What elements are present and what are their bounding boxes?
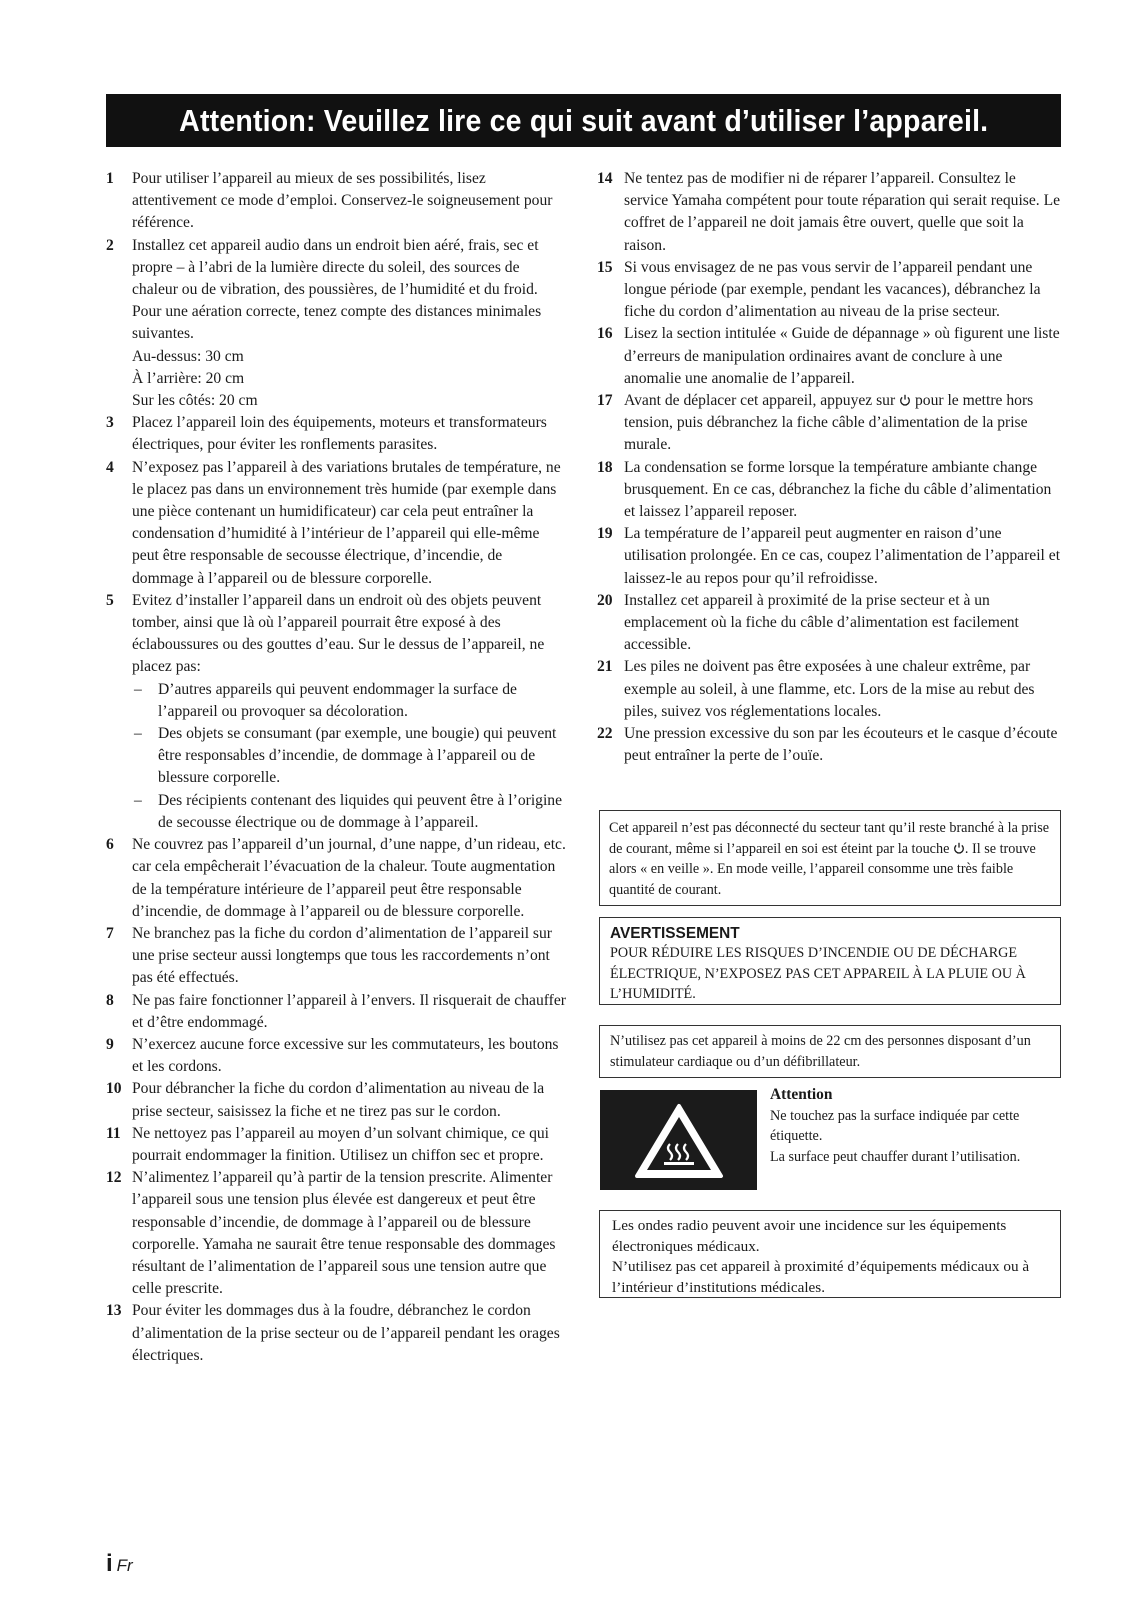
item-number: 4 — [106, 458, 114, 476]
instruction-item-20 — [597, 590, 1061, 657]
item-text: Installez cet appareil à proximité de la prise secteur et à un emplacement où la fiche du câble d’alimentation est facilement accessible. — [624, 591, 1019, 654]
item-number: 6 — [106, 836, 114, 854]
pacemaker-text: N’utilisez pas cet appareil à moins de 22 cm des personnes disposant d’un stimulateur cardiaque ou d’un défibrillateur. — [610, 1033, 1031, 1070]
instruction-item-6 — [106, 834, 566, 923]
item-text: Les piles ne doivent pas être exposées à une chaleur extrême, par exemple au soleil, à une flamme, etc. Lors de la mise au rebut des piles, suivez vos réglementations locales. — [624, 658, 1035, 720]
instruction-item-13 — [106, 1300, 566, 1367]
item-text: Si vous envisagez de ne pas vous servir de l’appareil pendant une longue période (par exemple, pendant les vacances), débranchez la fiche du cordon d’alimentation au niveau de la prise secteur. — [624, 258, 1041, 321]
radio-line-2: N’utilisez pas cet appareil à proximité d’équipements médicaux ou à l’intérieur d’institutions médicales. — [612, 1258, 1030, 1296]
instruction-item-18 — [597, 457, 1061, 524]
instruction-item-7 — [106, 923, 566, 990]
instruction-item-9 — [106, 1034, 566, 1078]
dash-item — [132, 790, 566, 834]
item-number: 10 — [106, 1080, 122, 1098]
item-text: La température de l’appareil peut augmenter en raison d’une utilisation prolongée. En ce cas, coupez l’alimentation de l’appareil et laissez-le au repos pour qu’il refroidisse. — [624, 525, 1061, 587]
item-text: Une pression excessive du son par les écouteurs et le casque d’écoute peut entraîner la perte de l’ouïe. — [624, 725, 1058, 765]
item-number: 9 — [106, 1035, 114, 1053]
item-number: 5 — [106, 591, 114, 609]
dash-item — [132, 679, 566, 723]
item-number: 1 — [106, 170, 114, 187]
item-text: Placez l’appareil loin des équipements, moteurs et transformateurs électriques, pour éviter les ronflements parasites. — [132, 414, 547, 454]
instructions-right-column — [597, 168, 1061, 767]
item-text: Installez cet appareil audio dans un endroit bien aéré, frais, sec et propre – à l’abri de la lumière directe du soleil, des sources de chaleur ou de vibration, des poussières, de l’humidité et du froid. Pour une aération correcte, tenez compte des distances minimales suivantes. — [132, 236, 542, 343]
instruction-item-4 — [106, 457, 566, 590]
warning-heading: AVERTISSEMENT — [610, 925, 740, 942]
hot-surface-notice — [770, 1085, 1065, 1167]
instruction-item-14 — [597, 168, 1061, 257]
item-number: 19 — [597, 525, 613, 543]
instruction-item-19 — [597, 523, 1061, 590]
language-code: Fr — [116, 1556, 133, 1575]
item-number: 15 — [597, 258, 613, 276]
clearance-sides: Sur les côtés: 20 cm — [132, 392, 258, 410]
item-number: 2 — [106, 236, 114, 254]
power-icon — [953, 842, 965, 854]
item-text: Ne couvrez pas l’appareil d’un journal, d’une nappe, d’un rideau, etc. car cela empêcherait l’évacuation de la chaleur. Toute augmentation de la température intérieure de l’appareil peut être responsable d’incendie, de dommage à l’appareil ou de blessure corporelle. — [132, 836, 566, 920]
item-number: 17 — [597, 392, 613, 410]
item-text: N’exercez aucune force excessive sur les commutateurs, les boutons et les cordons. — [132, 1035, 559, 1076]
instructions-left-column — [106, 168, 566, 1367]
item-text: N’exposez pas l’appareil à des variations brutales de température, ne le placez pas dans un environnement très humide (par exemple dans une pièce contenant un humidificateur) car cela peut entraîner la condensation d’humidité à l’intérieur de l’appareil qui elle-même peut être responsable de secousse électrique, d’incendie, de dommage à l’appareil ou de blessure corporelle. — [132, 458, 561, 587]
item-number: 20 — [597, 591, 613, 609]
radio-line-1: Les ondes radio peuvent avoir une incidence sur les équipements électroniques médicaux. — [612, 1217, 1007, 1255]
hot-surface-line-2: La surface peut chauffer durant l’utilisation. — [770, 1148, 1021, 1165]
hot-surface-label — [600, 1090, 757, 1190]
warning-text: POUR RÉDUIRE LES RISQUES D’INCENDIE OU DE DÉCHARGE ÉLECTRIQUE, N’EXPOSEZ PAS CET APPAREIL À LA PLUIE OU À L’HUMIDITÉ. — [610, 945, 1026, 1003]
item-number: 11 — [106, 1124, 121, 1142]
instruction-item-11 — [106, 1123, 566, 1167]
dash-text: Des récipients contenant des liquides qui peuvent être à l’origine de secousse électrique ou de dommage à l’appareil. — [158, 791, 563, 831]
item-text: Pour éviter les dommages dus à la foudre, débranchez le cordon d’alimentation de la prise secteur ou de l’appareil pendant les orages électriques. — [132, 1302, 560, 1364]
item-number: 21 — [597, 658, 613, 676]
item-text: Lisez la section intitulée « Guide de dépannage » où figurent une liste d’erreurs de manipulation ordinaires avant de conclure à une anomalie une anomalie de l’appareil. — [624, 325, 1060, 387]
item-number: 8 — [106, 991, 114, 1009]
instruction-item-12 — [106, 1167, 566, 1300]
hot-surface-line-1: Ne touchez pas la surface indiquée par cette étiquette. — [770, 1107, 1020, 1145]
item-text: La condensation se forme lorsque la température ambiante change brusquement. En ce cas, débranchez la fiche du câble d’alimentation et laissez l’appareil reposer. — [624, 458, 1052, 521]
page-title: Attention: Veuillez lire ce qui suit avant d’utiliser l’appareil. — [178, 102, 989, 138]
clearance-top: Au-dessus: 30 cm — [132, 347, 244, 365]
instruction-item-15 — [597, 257, 1061, 324]
item-text: N’alimentez l’appareil qu’à partir de la tension prescrite. Alimenter l’appareil sous une tension plus élevée est dangereux et peut être responsable d’incendie, de dommage à l’appareil ou de blessure corporelle. Yamaha ne saurait être tenue responsable des dommages résultant de l’alimentation de l’appareil sous une tension autre que celle prescrite. — [132, 1169, 556, 1298]
hot-surface-warning-icon — [631, 1100, 727, 1180]
item-number: 13 — [106, 1302, 122, 1320]
dash-mark: – — [134, 680, 142, 698]
item-number: 16 — [597, 325, 613, 343]
item-text: Pour utiliser l’appareil au mieux de ses possibilités, lisez attentivement ce mode d’emploi. Conservez-le soigneusement pour référence. — [132, 170, 553, 232]
instruction-item-8 — [106, 990, 566, 1034]
item-text-after: pour le mettre hors tension, puis débranchez la fiche câble d’alimentation de la prise murale. — [624, 392, 1034, 454]
hot-surface-title: Attention — [770, 1086, 833, 1103]
dash-mark: – — [134, 791, 142, 809]
instruction-item-17 — [597, 390, 1061, 457]
item-text: Ne tentez pas de modifier ni de réparer l’appareil. Consultez le service Yamaha compétent pour toute réparation qui serait requise. Le coffret de l’appareil ne doit jamais être ouvert, quelle que soit la raison. — [624, 170, 1061, 254]
item-number: 22 — [597, 725, 613, 743]
instruction-item-1 — [106, 168, 566, 235]
item-number: 14 — [597, 170, 613, 187]
warning-box — [599, 917, 1061, 1005]
instruction-item-22 — [597, 723, 1061, 767]
radio-waves-notice-box — [599, 1210, 1061, 1298]
standby-notice-box — [599, 810, 1061, 906]
item-text-before: Avant de déplacer cet appareil, appuyez sur — [624, 392, 896, 410]
page-number: i — [106, 1550, 113, 1577]
power-icon — [899, 394, 911, 406]
instruction-item-2 — [106, 235, 566, 413]
dash-text: Des objets se consumant (par exemple, une bougie) qui peuvent être responsables d’incendie, de dommage à l’appareil ou de blessure corporelle. — [158, 725, 557, 787]
page-footer — [106, 1550, 133, 1578]
item-text: Ne branchez pas la fiche du cordon d’alimentation de l’appareil sur une prise secteur aussi longtemps que tous les raccordements n’ont pas été effectués. — [132, 924, 552, 987]
item-text: Pour débrancher la fiche du cordon d’alimentation au niveau de la prise secteur, saisissez la fiche et ne tirez pas sur le cordon. — [132, 1080, 545, 1120]
pacemaker-notice-box — [599, 1025, 1061, 1078]
item-number: 7 — [106, 924, 114, 942]
page-title-banner — [106, 94, 1061, 147]
dash-text: D’autres appareils qui peuvent endommager la surface de l’appareil ou provoquer sa décoloration. — [158, 680, 517, 720]
standby-text-after: . Il se trouve alors « en veille ». En mode veille, l’appareil consomme une très faible quantité de courant. — [609, 840, 1036, 898]
instruction-item-3 — [106, 412, 566, 456]
item-number: 12 — [106, 1169, 122, 1187]
item-text: Evitez d’installer l’appareil dans un endroit où des objets peuvent tomber, ainsi que là où l’appareil pourrait être exposé à des éclaboussures ou des gouttes d’eau. Sur le dessus de l’appareil, ne placez pas: — [132, 591, 545, 676]
item-text: Ne nettoyez pas l’appareil au moyen d’un solvant chimique, ce qui pourrait endommager la finition. Utilisez un chiffon sec et propre. — [132, 1124, 549, 1164]
clearance-back: À l’arrière: 20 cm — [132, 369, 245, 387]
instruction-item-10 — [106, 1078, 566, 1122]
dash-mark: – — [134, 725, 142, 743]
standby-text-before: Cet appareil n’est pas déconnecté du secteur tant qu’il reste branché à la prise de courant, même si l’appareil en soi est éteint par la touche — [609, 820, 1050, 857]
instruction-item-21 — [597, 656, 1061, 723]
item-text: Ne pas faire fonctionner l’appareil à l’envers. Il risquerait de chauffer et d’être endommagé. — [132, 991, 566, 1031]
dash-item — [132, 723, 566, 790]
instruction-item-5 — [106, 590, 566, 834]
item-number: 3 — [106, 414, 114, 432]
instruction-item-16 — [597, 323, 1061, 390]
item-number: 18 — [597, 458, 613, 476]
